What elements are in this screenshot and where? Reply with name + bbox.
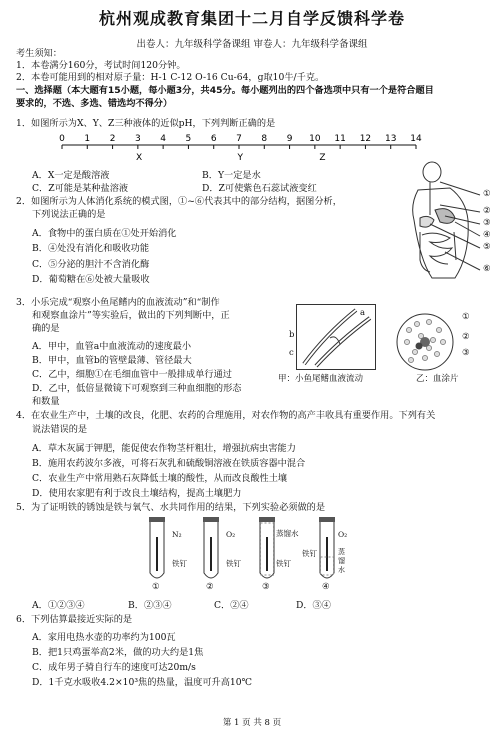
white-blood-cell: [416, 343, 423, 350]
q2-option-b: B．④处没有消化和吸收功能: [32, 243, 150, 254]
fish-label-c: c: [289, 348, 294, 358]
digestive-label-2: ②: [483, 206, 491, 216]
authors-line: 出卷人：九年级科学备课组 审卷人：九年级科学备课组: [136, 39, 368, 50]
q5-stem: 5．为了证明铁的锈蚀是铁与氧气、水共同作用的结果，下列实验必须做的是: [16, 502, 326, 513]
q2-option-c: C．⑤分泌的胆汁不含消化酶: [32, 259, 150, 270]
red-blood-cell: [426, 319, 431, 324]
q1-option-c: C．Z可能是某种盐溶液: [32, 183, 129, 194]
ph-tick-label: 8: [261, 134, 268, 144]
ph-tick-label: 3: [134, 134, 141, 144]
red-blood-cell: [404, 339, 409, 344]
fish-label-b: b: [289, 330, 295, 340]
red-blood-cell: [408, 357, 413, 362]
smear-caption: 乙：血涂片: [416, 374, 459, 384]
red-blood-cell: [434, 351, 439, 356]
stopper: [319, 517, 335, 522]
q2-option-a: A．食物中的蛋白质在①处开始消化: [32, 228, 177, 239]
q3-option-d: D．乙中，低倍显微镜下可观察到三种血细胞的形态: [32, 383, 242, 394]
q2-stem-2: 下列说法正确的是: [32, 209, 106, 220]
q2-stem: 2．如图所示为人体消化系统的模式图，①~⑥代表其中的部分结构，据图分析，: [16, 196, 342, 207]
ph-tick-label: 0: [59, 134, 65, 144]
page-footer: 第 1 页 共 8 页: [222, 718, 282, 728]
red-blood-cell: [414, 321, 419, 326]
q6-option-b: B．把1只鸡蛋举高2米，做的功大约是1焦: [32, 647, 204, 658]
red-blood-cell: [412, 349, 417, 354]
ph-tick-label: 6: [210, 134, 217, 144]
ph-tick-label: 1: [84, 134, 91, 144]
tube1-gas: N₂: [172, 530, 182, 539]
q3-option-b: B．甲中，血管b的管壁最薄、管径最大: [32, 355, 192, 366]
blood-smear-figure: [395, 312, 455, 372]
tube4-num: ④: [322, 582, 330, 592]
ph-tick-label: 13: [384, 134, 397, 144]
fish-caption: 甲：小鱼尾鳍血液流动: [278, 374, 364, 384]
notice-item-2: 2．本卷可能用到的相对原子量：H-1 C-12 O-16 Cu-64，g取10牛/千克。: [16, 72, 325, 83]
smear-label-2: ②: [462, 332, 470, 342]
q6-option-a: A．家用电热水壶的功率约为100瓦: [32, 632, 176, 643]
section1-heading: 一、选择题（本大题有15小题，每小题3分，共45分。每小题列出的四个备选项中只有一个是符合题目: [16, 85, 434, 96]
q6-stem: 6．下列估算最接近实际的是: [16, 614, 133, 625]
q3-option-a: A．甲中，血管a中血液流动的速度最小: [32, 341, 192, 352]
q6-option-c: C．成年男子骑自行车的速度可达20m/s: [32, 662, 196, 673]
q5-option-b: B．②③④: [128, 600, 172, 611]
q1-option-d: D．Z可使紫色石蕊试液变红: [202, 183, 317, 194]
red-blood-cell: [406, 327, 411, 332]
smear-label-3: ③: [462, 348, 470, 358]
q4-stem-2: 说法错误的是: [32, 424, 88, 435]
tube2-num: ②: [206, 582, 214, 592]
q4-stem: 4．在农业生产中，土壤的改良，化肥、农药的合理施用，对农作物的高产丰收具有重要作用。下列有关: [16, 410, 436, 421]
q5-option-d: D．③④: [296, 600, 331, 611]
tube4-nail: 铁钉: [302, 549, 317, 558]
q4-option-a: A．草木灰属于钾肥，能促使农作物茎杆粗壮，增强抗病虫害能力: [32, 443, 296, 454]
notice-item-1: 1．本卷满分160分，考试时间120分钟。: [16, 60, 186, 71]
q5-option-a: A．①②③④: [32, 600, 85, 611]
q3-option-c: C．乙中，细胞①在毛细血管中一般排成单行通过: [32, 369, 232, 380]
ph-scale: [40, 131, 420, 167]
red-blood-cell: [436, 327, 441, 332]
red-blood-cell: [430, 337, 435, 342]
test-tubes-figure: [140, 517, 370, 591]
digestive-label-3: ③: [483, 218, 491, 228]
q4-option-c: C．农业生产中常用熟石灰降低土壤的酸性，从而改良酸性土壤: [32, 473, 288, 484]
stopper: [149, 517, 165, 522]
q1-option-b: B．Y一定是水: [202, 170, 261, 181]
ph-tick-label: 7: [236, 134, 242, 144]
q1-stem: 1．如图所示为X、Y、Z三种液体的近似pH，下列判断正确的是: [16, 118, 276, 129]
digestive-label-5: ⑤: [483, 242, 491, 252]
digestive-label-4: ④: [483, 230, 491, 240]
ph-marker-z: Z: [319, 153, 326, 163]
ph-tick-label: 12: [359, 134, 372, 144]
tube2-gas: O₂: [226, 530, 236, 539]
tube1-nail: 铁钉: [172, 559, 187, 568]
q6-option-d: D．1千克水吸收4.2×10³焦的热量，温度可升高10℃: [32, 677, 252, 688]
ph-tick-label: 11: [334, 134, 346, 144]
ph-tick-label: 9: [286, 134, 293, 144]
q4-option-b: B．施用农药波尔多液，可将石灰乳和硫酸铜溶液在铁质容器中混合: [32, 458, 306, 469]
q3-stem-2: 和观察血涂片”等实验后，做出的下列判断中，正: [32, 310, 230, 321]
digestive-label-6: ⑥: [483, 264, 491, 274]
notice-heading: 考生须知：: [16, 48, 62, 59]
q3-stem-3: 确的是: [32, 323, 60, 334]
red-blood-cell: [440, 339, 445, 344]
tube3-nail: 铁钉: [276, 559, 291, 568]
ph-tick-label: 10: [309, 134, 321, 144]
q1-option-a: A．X一定是酸溶液: [32, 170, 110, 181]
stopper: [259, 517, 275, 522]
tube3-num: ③: [262, 582, 270, 592]
smear-label-1: ①: [462, 312, 470, 322]
q4-option-d: D．使用农家肥有利于改良土壤结构，提高土壤肥力: [32, 488, 242, 499]
stopper: [203, 517, 219, 522]
section1-heading-2: 要求的，不选、多选、错选均不得分）: [16, 98, 173, 109]
ph-tick-label: 4: [160, 134, 167, 144]
tube3-water: 蒸馏水: [276, 529, 299, 538]
digestive-label-1: ①: [483, 189, 491, 199]
q3-stem: 3．小乐完成“观察小鱼尾鳍内的血液流动”和“制作: [16, 297, 220, 308]
q3-option-d-cont: 和数量: [32, 396, 60, 407]
ph-tick-label: 14: [410, 134, 422, 144]
tube4-water: 蒸馏水: [338, 548, 345, 574]
ph-tick-label: 5: [185, 134, 192, 144]
ph-marker-x: X: [136, 153, 143, 163]
tube2-nail: 铁钉: [226, 559, 241, 568]
tube4-gas: O₂: [338, 530, 348, 539]
q2-option-d: D．葡萄糖在⑥处被大量吸收: [32, 274, 150, 285]
fish-label-a: a: [360, 308, 366, 318]
q5-option-c: C．②④: [214, 600, 249, 611]
tube1-num: ①: [152, 582, 160, 592]
ph-tick-label: 2: [109, 134, 116, 144]
page-title: 杭州观成教育集团十二月自学反馈科学卷: [98, 9, 405, 28]
red-blood-cell: [422, 355, 427, 360]
ph-marker-y: Y: [237, 153, 244, 163]
